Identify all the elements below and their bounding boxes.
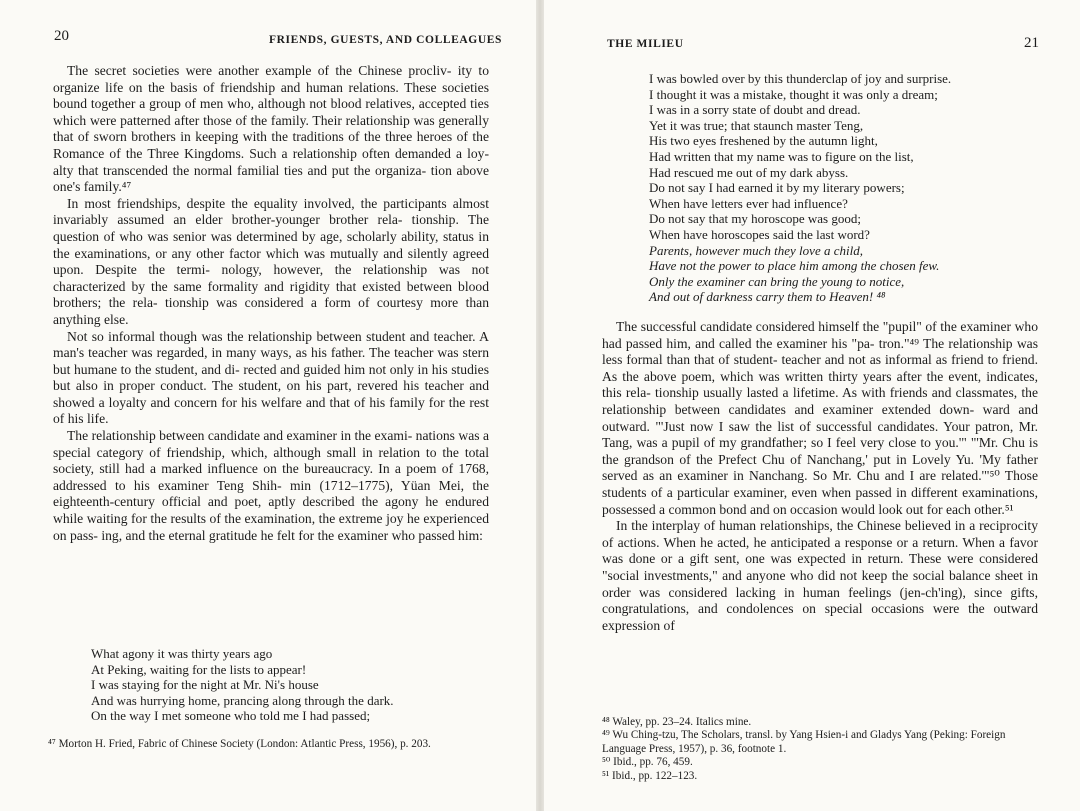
footnotes <box>602 716 1038 783</box>
footnote: ⁵¹ Ibid., pp. 122–123. <box>602 769 698 782</box>
poem-line: When have horoscopes said the last word? <box>649 226 870 242</box>
poem-line: Do not say that my horoscope was good; <box>649 211 861 227</box>
body-text <box>53 63 489 544</box>
footnote: ⁴⁹ Wu Ching-tzu, The Scholars, transl. by Yang Hsien-i and Gladys Yang (Peking: Foreign Language Press, 1957), p. 36, footnote 1. <box>602 729 1006 755</box>
poem-line: I thought it was a mistake, thought it was only a dream; <box>649 86 938 102</box>
poem-line: Have not the power to place him among the chosen few. <box>649 258 940 274</box>
running-head: THE MILIEU <box>607 38 684 50</box>
page-number: 21 <box>1024 35 1039 51</box>
page-number: 20 <box>54 28 69 44</box>
poem-block <box>649 71 951 305</box>
poem-line: Parents, however much they love a child, <box>649 242 863 258</box>
paragraph: The relationship between candidate and examiner in the exami- nations was a special category of friendship, which, although small in relation to the total society, still had a marked influence on the bureaucracy. In a poem of 1768, addressed to his examiner Teng Shih- min (1712–1775), Yüan Mei, the eighteenth-century official and poet, aptly described the agony he endured while waiting for the results of the examination, the extreme joy he experienced on pass- ing, and the eternal gratitude he felt for the examiner who passed him: <box>53 428 489 543</box>
poem-line: I was bowled over by this thunderclap of joy and surprise. <box>649 71 952 86</box>
paragraph: Not so informal though was the relationship between student and teacher. A man's teacher was regarded, in many ways, as his father. The teacher was stern but humane to the student, and di- rected and guided him not only in his studies but also in proper conduct. The student, on his part, revered his teacher and showed a loyalty and concern for his welfare and that of his family for the rest of his life. <box>53 328 489 427</box>
footnote: ⁵⁰ Ibid., pp. 76, 459. <box>602 756 693 769</box>
poem-line: And was hurrying home, prancing along through the dark. <box>91 692 394 708</box>
poem-line: His two eyes freshened by the autumn light, <box>649 133 878 149</box>
right-page <box>544 0 1080 811</box>
poem-line: On the way I met someone who told me I had passed; <box>91 708 371 724</box>
paragraph: In most friendships, despite the equality involved, the participants almost invariably assumed an elder brother-younger brother rela- tionship. The question of who was senior was determined by age, scholarly ability, status in the examinations, or any other factor which was mutually and silently agreed upon. Despite the termi- nology, however, the relationship was not characterized by the same formality and rigidity that existed between blood brothers; the rela- tionship was considered a form of courtesy more than anything else. <box>53 195 489 327</box>
poem-line: I was in a sorry state of doubt and dread. <box>649 102 861 118</box>
poem-line: And out of darkness carry them to Heaven! ⁴⁸ <box>649 289 886 305</box>
poem-line: Had written that my name was to figure on the list, <box>649 148 914 164</box>
poem-line: Yet it was true; that staunch master Teng, <box>649 117 864 133</box>
paragraph: The secret societies were another example of the Chinese procliv- ity to organize life on the basis of friendship and human relations. These societies bound together a group of men who, although not blood relatives, accepted ties which were patterned after those of the family. Their relationship was generally that of sworn brothers in keeping with the traditions of the three heroes of the Romance of the Three Kingdoms. Such a relationship often demanded a loy- alty that transcended the normal familial ties and put the organiza- tion above one's family.⁴⁷ <box>53 63 489 195</box>
poem-line: I was staying for the night at Mr. Ni's house <box>91 677 319 693</box>
left-page <box>0 0 536 811</box>
poem-line: When have letters ever had influence? <box>649 195 848 211</box>
poem-line: Only the examiner can bring the young to notice, <box>649 273 905 289</box>
paragraph: The successful candidate considered himself the "pupil" of the examiner who had passed him, and called the examiner his "pa- tron."⁴⁹ The relationship was less formal than that of student- teacher and not as informal as friend to friend. As the above poem, which was written thirty years after the event, indicates, this rela- tionship usually lasted a lifetime. As with friends and classmates, the relationship between candidates and examiner extended down- ward and outward. "'Just now I saw the list of successful candidates. Your patron, Mr. Tang, was a pupil of my grandfather; so I feel very close to you.'" "'Mr. Chu is the grandson of the Prefect Chu of Nanchang,' put in Lovely Yu. 'My father served as an examiner in Nanchang. So Mr. Chu and I are related.'"⁵⁰ Those students of a particular examiner, even when passed in different examinations, possessed a common bond and on occasion would look out for each other.⁵¹ <box>602 319 1038 517</box>
poem-block <box>91 646 394 724</box>
body-text <box>602 319 1038 634</box>
running-head: FRIENDS, GUESTS, AND COLLEAGUES <box>269 34 503 46</box>
footnote: ⁴⁸ Waley, pp. 23–24. Italics mine. <box>602 716 752 728</box>
poem-line: At Peking, waiting for the lists to appear! <box>91 661 307 677</box>
footnote: ⁴⁷ Morton H. Fried, Fabric of Chinese Society (London: Atlantic Press, 1956), p. 203. <box>48 738 431 750</box>
book-gutter <box>536 0 544 811</box>
paragraph: In the interplay of human relationships, the Chinese believed in a reciprocity of actions. When he acted, he anticipated a response or a return. When a favor was done or a gift sent, one was expected in return. These were considered "social investments," and anyone who did not keep the social balance sheet in order was considered lacking in human feelings (jen-ch'ing), since gifts, congratulations, and condolences on special occasions were the outward expression of <box>602 518 1038 633</box>
poem-line: Had rescued me out of my dark abyss. <box>649 164 849 180</box>
poem-line: Do not say I had earned it by my literary powers; <box>649 180 905 196</box>
poem-line: What agony it was thirty years ago <box>91 646 273 661</box>
